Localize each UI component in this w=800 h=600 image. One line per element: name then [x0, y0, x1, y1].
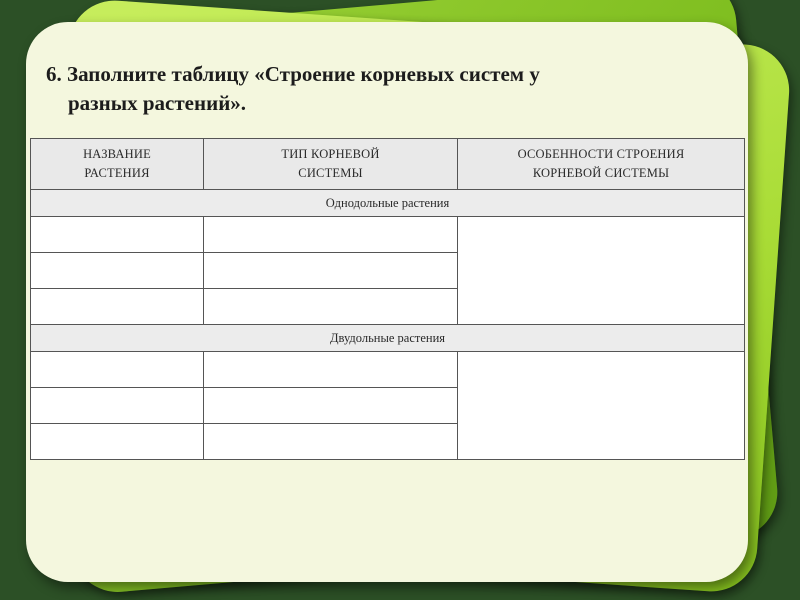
- cell-plant-name[interactable]: [31, 253, 204, 289]
- cell-plant-name[interactable]: [31, 289, 204, 325]
- cell-structure-features-dicots[interactable]: [458, 352, 745, 460]
- cell-root-type[interactable]: [204, 352, 458, 388]
- cell-root-type[interactable]: [204, 217, 458, 253]
- table-row: [31, 352, 745, 388]
- header-structure-features: ОСОБЕННОСТИ СТРОЕНИЯ КОРНЕВОЙ СИСТЕМЫ: [458, 139, 745, 190]
- header-plant-name: НАЗВАНИЕ РАСТЕНИЯ: [31, 139, 204, 190]
- cell-plant-name[interactable]: [31, 424, 204, 460]
- group-label-monocots: Однодольные растения: [31, 190, 745, 217]
- group-row-dicots: [31, 325, 745, 352]
- task-title: [46, 60, 686, 118]
- table-header-row: [31, 139, 745, 190]
- task-title-line-2: разных растений».: [68, 91, 247, 115]
- task-title-line-1: 6. Заполните таблицу «Строение корневых систем у: [46, 62, 540, 86]
- cell-root-type[interactable]: [204, 253, 458, 289]
- cell-structure-features-monocots[interactable]: [458, 217, 745, 325]
- cell-plant-name[interactable]: [31, 352, 204, 388]
- cell-root-type[interactable]: [204, 388, 458, 424]
- cell-root-type[interactable]: [204, 424, 458, 460]
- root-systems-table: [30, 138, 745, 460]
- header-root-system-type: ТИП КОРНЕВОЙ СИСТЕМЫ: [204, 139, 458, 190]
- cell-plant-name[interactable]: [31, 217, 204, 253]
- cell-root-type[interactable]: [204, 289, 458, 325]
- group-label-dicots: Двудольные растения: [31, 325, 745, 352]
- group-row-monocots: [31, 190, 745, 217]
- cell-plant-name[interactable]: [31, 388, 204, 424]
- table-row: [31, 217, 745, 253]
